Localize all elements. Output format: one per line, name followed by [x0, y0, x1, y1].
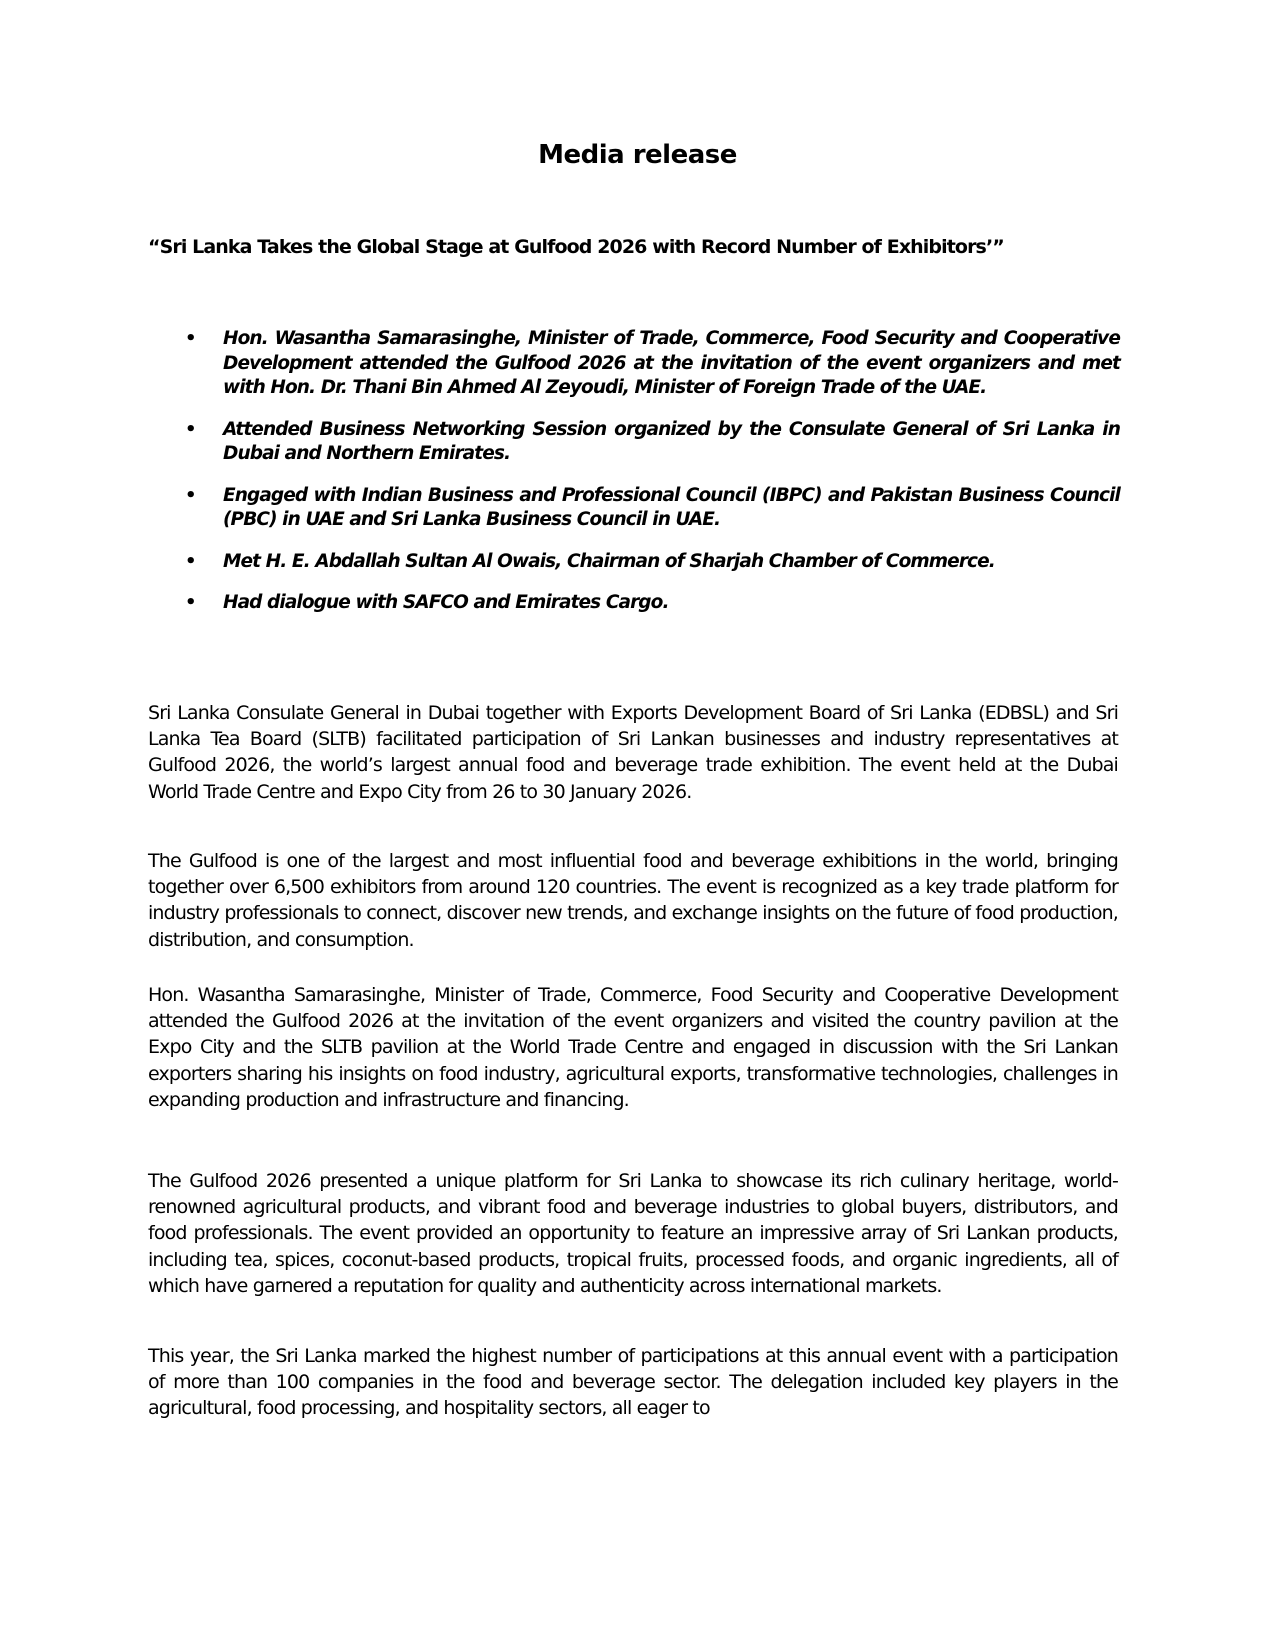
bullet-icon: • [185, 418, 196, 440]
body-paragraph: The Gulfood 2026 presented a unique platform for Sri Lanka to showcase its rich culinary heritage, world-renowned agricultural products, and vibrant food and beverage industries to global buyers, distributors, and food professionals. The event provided an opportunity to feature an impressive array of Sri Lankan products, including tea, spices, coconut-based products, tropical fruits, processed foods, and organic ingredients, all of which have garnered a reputation for quality and authenticity across international markets. [148, 1170, 1118, 1297]
bullet-icon: • [185, 550, 196, 572]
body-paragraph: This year, the Sri Lanka marked the highest number of participations at this annual event with a participation of more than 100 companies in the food and beverage sector. The delegation included key players in the agricultural, food processing, and hospitality sectors, all eager to [148, 1345, 1118, 1420]
highlights-list [148, 327, 1120, 633]
body-paragraph: Sri Lanka Consulate General in Dubai together with Exports Development Board of Sri Lanka (EDBSL) and Sri Lanka Tea Board (SLTB) facilitated participation of Sri Lankan businesses and industry representatives at Gulfood 2026, the world’s largest annual food and beverage trade exhibition. The event held at the Dubai World Trade Centre and Expo City from 26 to 30 January 2026. [148, 702, 1118, 803]
highlight-text: Hon. Wasantha Samarasinghe, Minister of Trade, Commerce, Food Security and Cooperative Development attended the Gulfood 2026 at the invitation of the event organizers and met with Hon. Dr. Thani Bin Ahmed Al Zeyoudi, Minister of Foreign Trade of the UAE. [223, 328, 1120, 398]
highlight-item [148, 591, 1120, 616]
page-title: Media release [538, 140, 737, 170]
body-paragraph: The Gulfood is one of the largest and most influential food and beverage exhibitions in the world, bringing together over 6,500 exhibitors from around 120 countries. The event is recognized as a key trade platform for industry professionals to connect, discover new trends, and exchange insights on the future of food production, distribution, and consumption. [148, 850, 1118, 951]
bullet-icon: • [185, 484, 196, 506]
bullet-icon: • [185, 592, 196, 613]
highlight-text: Attended Business Networking Session organized by the Consulate General of Sri Lanka in Dubai and Northern Emirates. [223, 418, 1120, 464]
highlight-text: Met H. E. Abdallah Sultan Al Owais, Chairman of Sharjah Chamber of Commerce. [223, 550, 995, 572]
highlight-item [148, 550, 1120, 575]
highlight-item [148, 418, 1120, 467]
headline: “Sri Lanka Takes the Global Stage at Gulfood 2026 with Record Number of Exhibitors’” [148, 236, 1004, 258]
highlight-item [148, 484, 1120, 533]
body-paragraph: Hon. Wasantha Samarasinghe, Minister of Trade, Commerce, Food Security and Cooperative Development attended the Gulfood 2026 at the invitation of the event organizers and visited the country pavilion at the Expo City and the SLTB pavilion at the World Trade Centre and engaged in discussion with the Sri Lankan exporters sharing his insights on food industry, agricultural exports, transformative technologies, challenges in expanding production and infrastructure and financing. [148, 984, 1118, 1111]
highlight-text: Had dialogue with SAFCO and Emirates Cargo. [223, 592, 669, 613]
bullet-icon: • [185, 328, 196, 349]
highlight-text: Engaged with Indian Business and Professional Council (IBPC) and Pakistan Business Council (PBC) in UAE and Sri Lanka Business Council in UAE. [223, 484, 1120, 530]
highlight-item [148, 327, 1120, 401]
